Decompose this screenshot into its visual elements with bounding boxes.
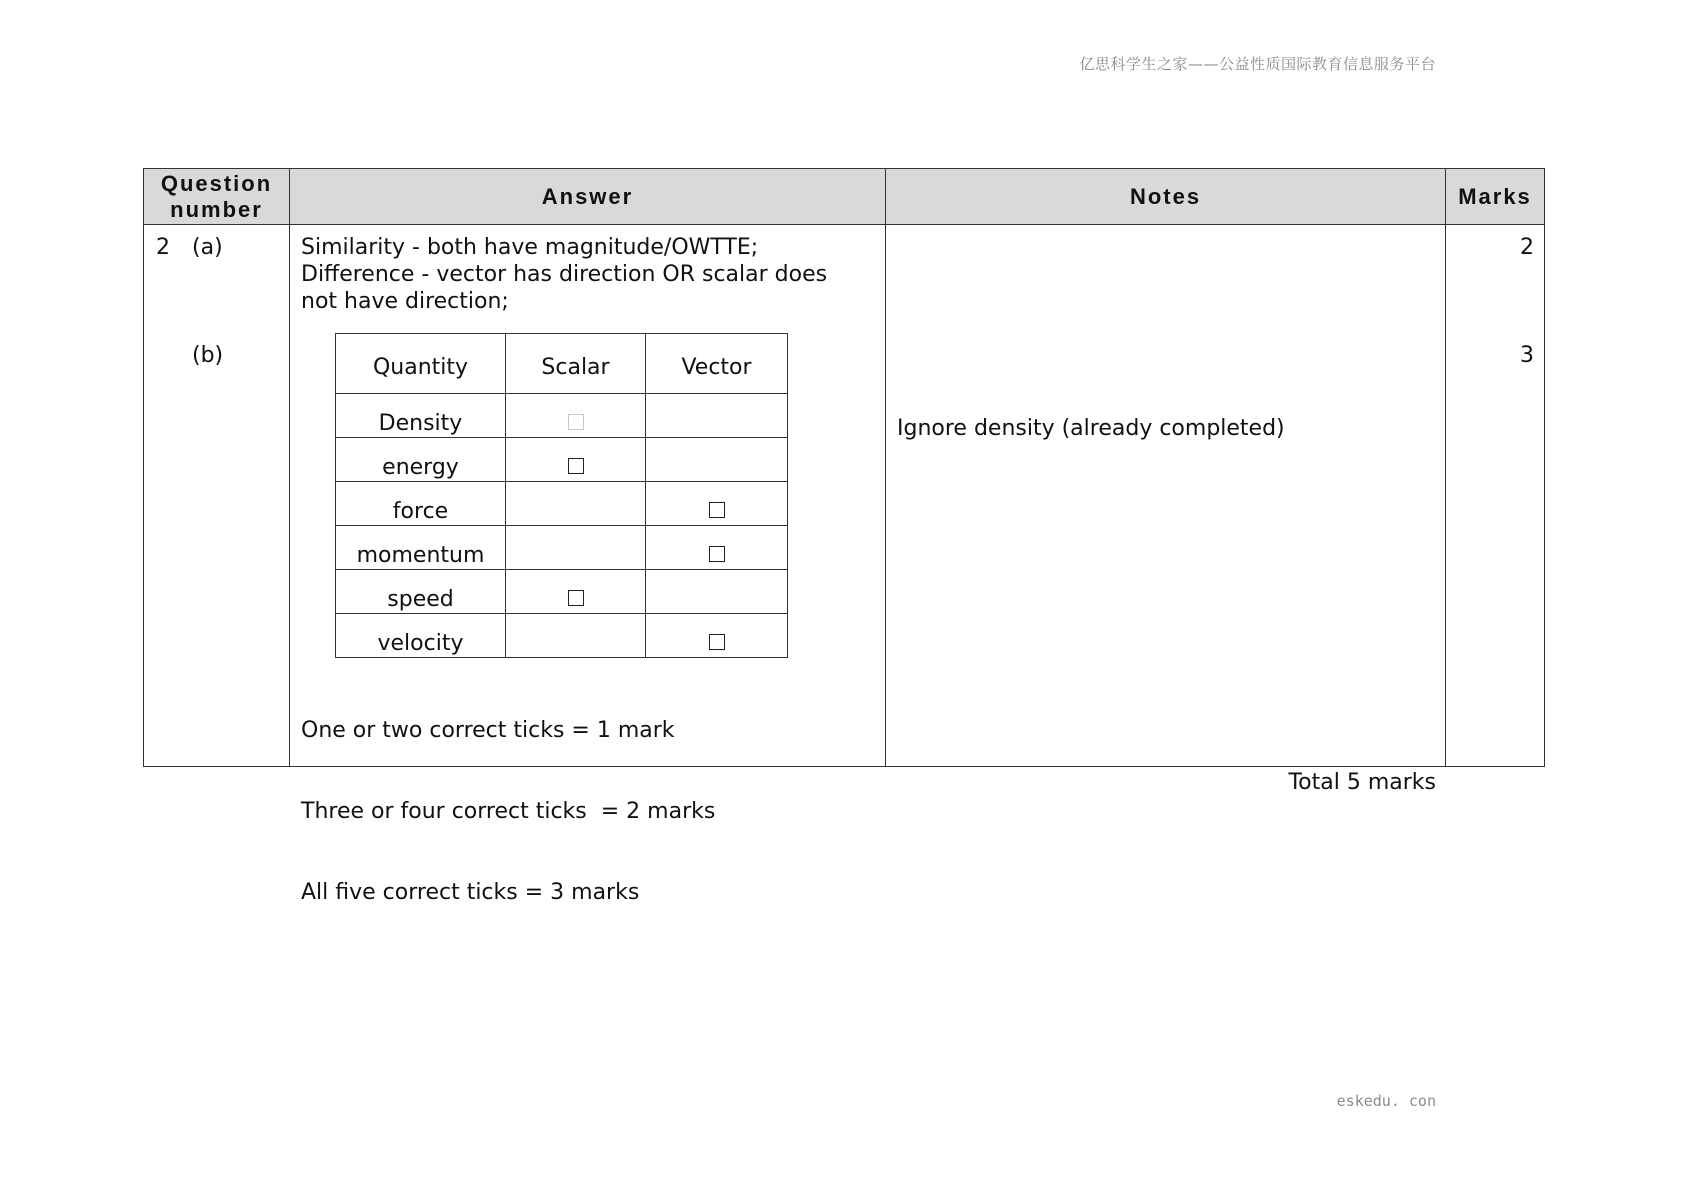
question-cell [144, 225, 290, 767]
criteria-line: Three or four correct ticks = 2 marks [301, 799, 716, 824]
criteria-line: All five correct ticks = 3 marks [301, 880, 640, 905]
vector-cell [646, 394, 788, 438]
marking-criteria [301, 663, 715, 960]
criteria-line: One or two correct ticks = 1 mark [301, 718, 675, 743]
vector-cell [646, 570, 788, 614]
tick-box-icon [709, 546, 725, 562]
header-marks: Marks [1446, 169, 1545, 225]
notes-cell [886, 225, 1446, 767]
quantity-name: velocity [336, 614, 506, 658]
vector-header: Vector [646, 334, 788, 394]
footer-text: eskedu. con [1336, 1092, 1436, 1110]
scalar-header: Scalar [506, 334, 646, 394]
notes-text: Ignore density (already completed) [897, 416, 1285, 441]
mark-part-a: 2 [1520, 235, 1534, 260]
quantity-name: Density [336, 394, 506, 438]
question-part-a: (a) [192, 235, 223, 260]
quantity-table [335, 333, 788, 658]
scalar-cell [506, 394, 646, 438]
tick-box-icon [709, 634, 725, 650]
mark-part-b: 3 [1520, 343, 1534, 368]
answer-part-a: Similarity - both have magnitude/OWTTE; Difference - vector has direction OR scalar does not have direction; [301, 235, 828, 314]
vector-cell [646, 526, 788, 570]
tick-box-icon [568, 414, 584, 430]
answer-cell [290, 225, 886, 905]
quantity-row [336, 394, 788, 438]
scalar-cell [506, 526, 646, 570]
vector-cell [646, 438, 788, 482]
scalar-cell [506, 614, 646, 658]
header-answer: Answer [290, 169, 886, 225]
tick-box-icon [568, 590, 584, 606]
vector-cell [646, 482, 788, 526]
header-text: 亿思科学生之家——公益性质国际教育信息服务平台 [1079, 55, 1436, 73]
question-part-b: (b) [192, 343, 224, 368]
quantity-row [336, 614, 788, 658]
quantity-row [336, 438, 788, 482]
marks-cell [1446, 225, 1545, 767]
vector-cell [646, 614, 788, 658]
total-marks: Total 5 marks [1288, 770, 1436, 795]
quantity-row [336, 482, 788, 526]
quantity-name: force [336, 482, 506, 526]
scalar-cell [506, 482, 646, 526]
quantity-row [336, 570, 788, 614]
header-notes: Notes [886, 169, 1446, 225]
scalar-cell [506, 438, 646, 482]
quantity-header: Quantity [336, 334, 506, 394]
quantity-row [336, 526, 788, 570]
scalar-cell [506, 570, 646, 614]
question-number: 2 [156, 235, 170, 260]
quantity-name: speed [336, 570, 506, 614]
tick-box-icon [709, 502, 725, 518]
header-question-number: Question number [144, 169, 290, 225]
quantity-name: momentum [336, 526, 506, 570]
quantity-name: energy [336, 438, 506, 482]
tick-box-icon [568, 458, 584, 474]
